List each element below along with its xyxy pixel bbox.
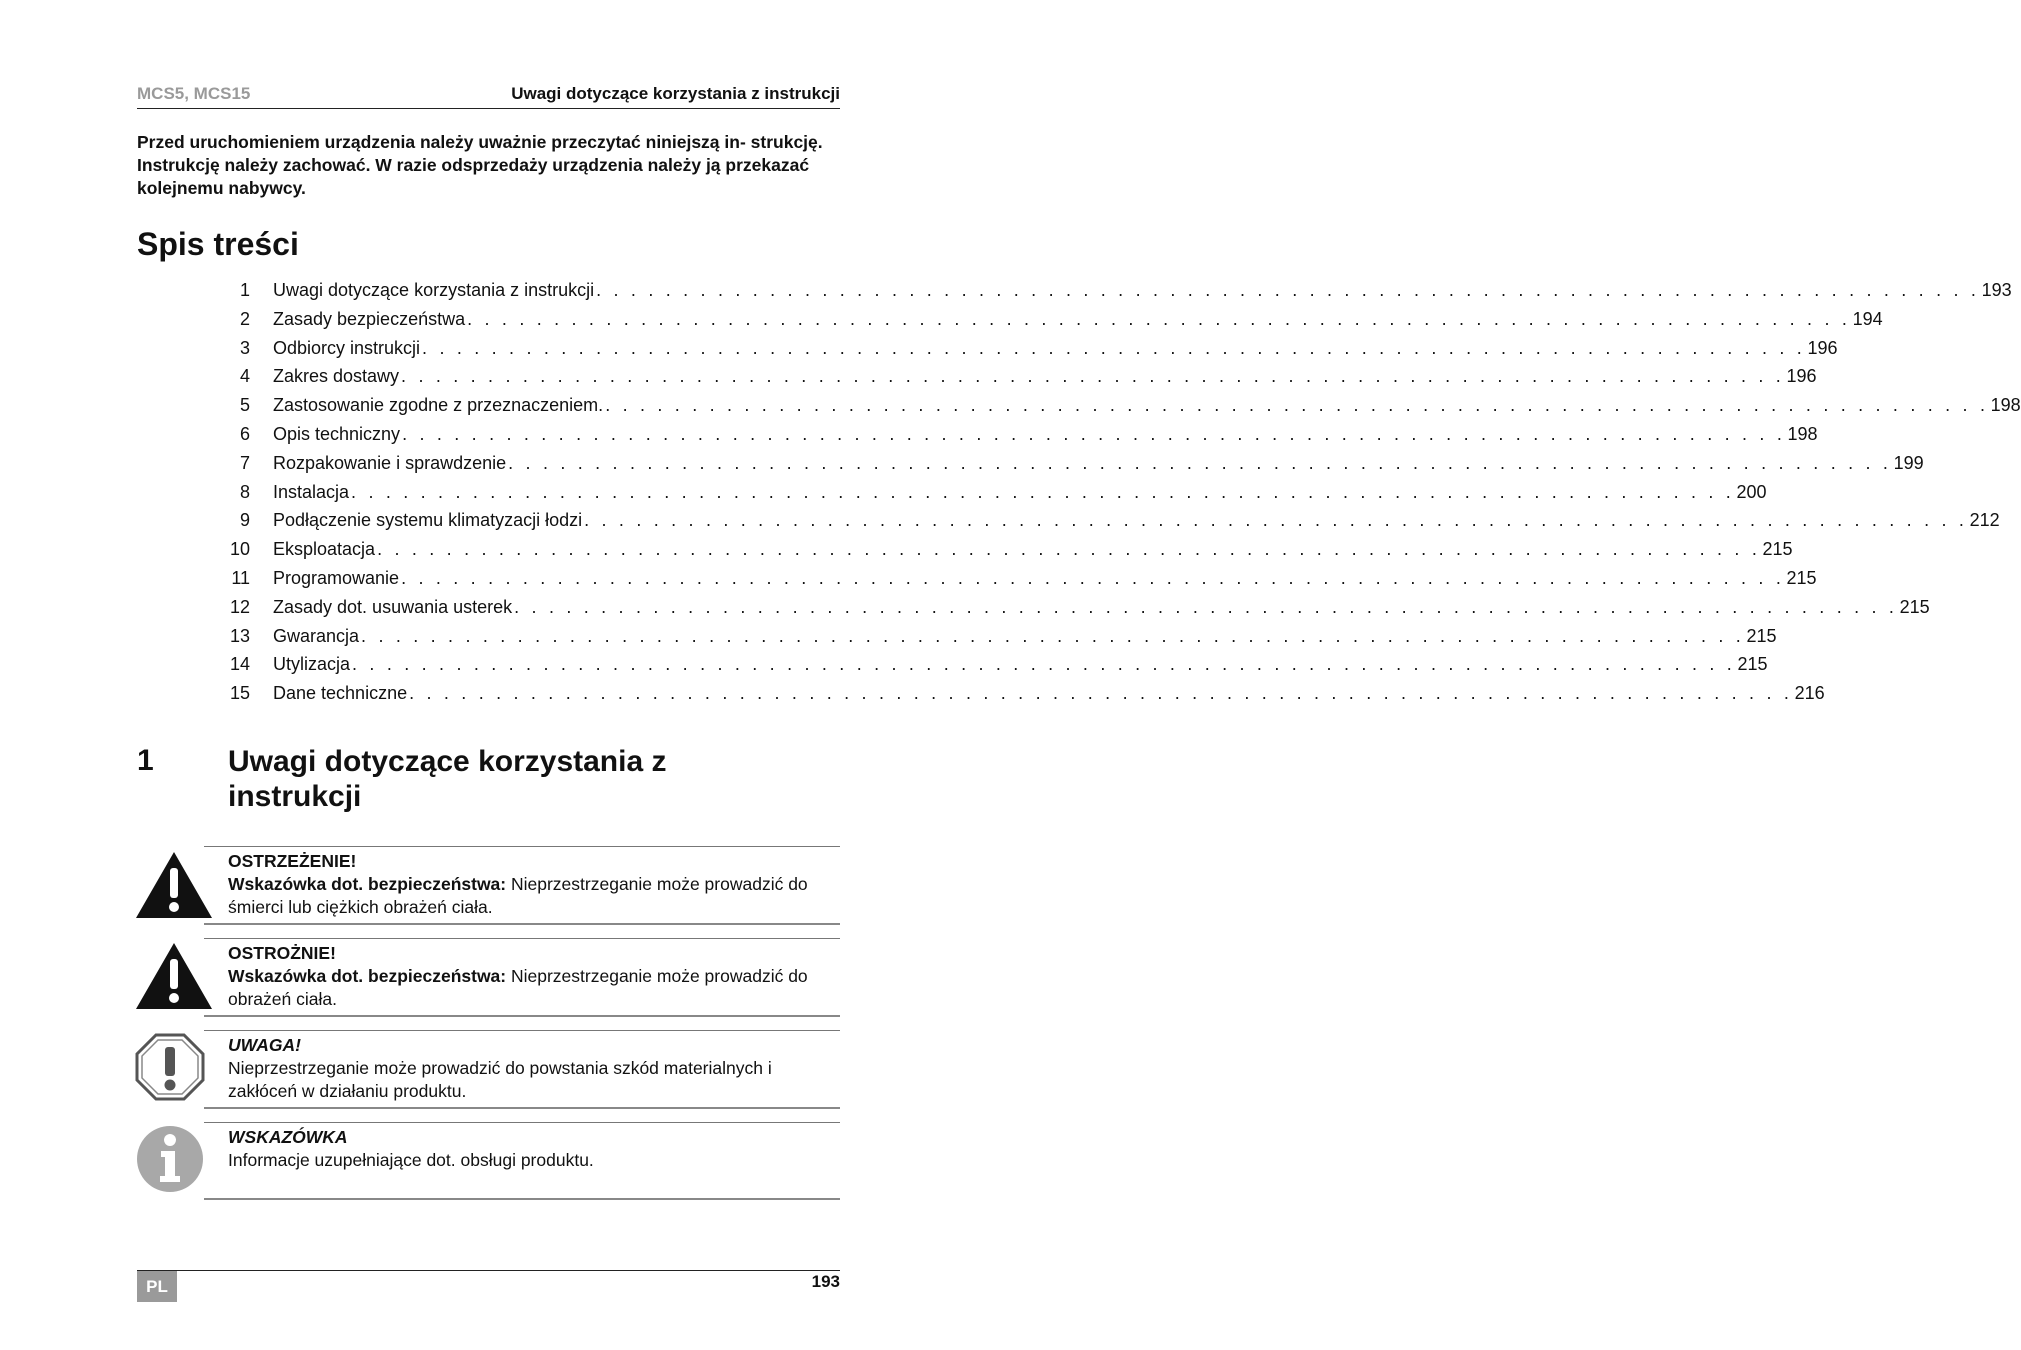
toc-entry	[228, 276, 2012, 305]
section-title: Uwagi dotyczące korzystania z instrukcji	[228, 745, 667, 813]
toc-entry-page: 200	[1736, 481, 1767, 502]
toc-entry-number: 7	[239, 452, 250, 473]
notice-note	[228, 1126, 840, 1172]
octagon-exclamation-icon	[135, 1033, 205, 1106]
toc-entry-page: 196	[1807, 337, 1838, 358]
warning-triangle-icon	[135, 851, 213, 924]
running-header-title: Uwagi dotyczące korzystania z instrukcji	[511, 84, 840, 103]
toc-entry-label: Odbiorcy instrukcji	[273, 337, 421, 358]
toc-dot-leader: . . . . . . . . . . . . . . . . . . . . . . . . . . . . . . . . . . . . . . . . . . . . . . . . . . . . . . . . . . . . . . . . . . . . . . . . . . . . . . . .	[467, 308, 1851, 329]
toc-entry-number: 15	[229, 683, 250, 704]
toc-entry-label: Zastosowanie zgodne z przeznaczeniem.	[273, 395, 604, 416]
language-badge: PL	[137, 1271, 177, 1302]
toc-entry-number: 11	[231, 567, 250, 588]
toc-entry-page: 215	[1786, 567, 1817, 588]
toc-dot-leader: . . . . . . . . . . . . . . . . . . . . . . . . . . . . . . . . . . . . . . . . . . . . . . . . . . . . . . . . . . . . . . . . . . . . . . . . . . . . . . . .	[596, 280, 1980, 300]
toc-dot-leader: . . . . . . . . . . . . . . . . . . . . . . . . . . . . . . . . . . . . . . . . . . . . . . . . . . . . . . . . . . . . . . . . . . . . . . . . . . . . . . . .	[401, 366, 1785, 387]
toc-entry-number: 4	[239, 366, 250, 387]
section-number: 1	[137, 744, 154, 777]
toc-dot-leader: . . . . . . . . . . . . . . . . . . . . . . . . . . . . . . . . . . . . . . . . . . . . . . . . . . . . . . . . . . . . . . . . . . . . . . . . . . . . . . . .	[514, 596, 1898, 617]
toc-entry-page: 198	[1990, 395, 2021, 416]
toc-dot-leader: . . . . . . . . . . . . . . . . . . . . . . . . . . . . . . . . . . . . . . . . . . . . . . . . . . . . . . . . . . . . . . . . . . . . . . . . . . . . . . . .	[352, 654, 1736, 675]
toc-entry	[228, 478, 1767, 507]
table-of-contents	[228, 276, 2021, 708]
toc-entry	[228, 362, 1817, 391]
notice-bold-lead: Wskazówka dot. bezpieczeństwa:	[228, 966, 507, 986]
notice-caution	[228, 942, 840, 1011]
toc-entry-number: 14	[229, 654, 250, 675]
toc-entry-page: 199	[1893, 452, 1924, 473]
toc-entry-number: 10	[229, 539, 250, 560]
toc-dot-leader: . . . . . . . . . . . . . . . . . . . . . . . . . . . . . . . . . . . . . . . . . . . . . . . . . . . . . . . . . . . . . . . . . . . . . . . . . . . . . . . .	[508, 452, 1892, 473]
toc-entry-label: Podłączenie systemu klimatyzacji łodzi	[273, 510, 583, 531]
warning-triangle-icon	[135, 942, 213, 1015]
notice-warning	[228, 850, 840, 919]
toc-entry-number: 12	[229, 596, 250, 617]
toc-entry	[228, 391, 2021, 420]
model-name: MCS5, MCS15	[137, 84, 251, 103]
toc-entry-label: Zasady dot. usuwania usterek	[273, 596, 513, 617]
toc-entry-page: 194	[1852, 308, 1883, 329]
toc-entry-label: Gwarancja	[273, 625, 360, 646]
toc-entry-label: Utylizacja	[273, 654, 351, 675]
toc-dot-leader: . . . . . . . . . . . . . . . . . . . . . . . . . . . . . . . . . . . . . . . . . . . . . . . . . . . . . . . . . . . . . . . . . . . . . . . . . . . . . . . .	[351, 481, 1735, 502]
notice-divider	[204, 846, 840, 847]
toc-entry	[228, 334, 1838, 363]
toc-entry-label: Zasady bezpieczeństwa	[273, 308, 466, 329]
toc-entry-number: 13	[229, 625, 250, 646]
page-number: 193	[811, 1272, 840, 1291]
notice-divider	[204, 1030, 840, 1031]
toc-entry-number: 6	[239, 423, 250, 444]
toc-entry	[228, 506, 2000, 535]
toc-entry	[228, 420, 1818, 449]
notice-text: Nieprzestrzeganie może prowadzić do obrażeń ciała.	[228, 966, 808, 1009]
toc-entry-page: 216	[1794, 683, 1825, 704]
toc-entry	[228, 449, 1924, 478]
toc-entry-number: 1	[239, 280, 250, 300]
toc-entry-label: Eksploatacja	[273, 539, 376, 560]
intro-paragraph: Przed uruchomieniem urządzenia należy uważnie przeczytać niniejszą in- strukcję. Instrukcję należy zachować. W razie odsprzedaży urządzenia należy ją przekazać kolejnemu nabywcy.	[137, 132, 823, 198]
toc-entry	[228, 622, 1777, 651]
toc-entry-label: Programowanie	[273, 567, 400, 588]
toc-dot-leader: . . . . . . . . . . . . . . . . . . . . . . . . . . . . . . . . . . . . . . . . . . . . . . . . . . . . . . . . . . . . . . . . . . . . . . . . . . . . . . . .	[422, 337, 1806, 358]
toc-entry	[228, 305, 1883, 334]
toc-entry	[228, 650, 1768, 679]
toc-dot-leader: . . . . . . . . . . . . . . . . . . . . . . . . . . . . . . . . . . . . . . . . . . . . . . . . . . . . . . . . . . . . . . . . . . . . . . . . . . . . . . . .	[377, 539, 1761, 560]
toc-entry-page: 198	[1787, 423, 1818, 444]
toc-entry-page: 215	[1899, 596, 1930, 617]
notice-label: UWAGA!	[228, 1035, 301, 1055]
toc-entry-label: Zakres dostawy	[273, 366, 400, 387]
toc-title: Spis treści	[137, 226, 299, 262]
notice-text: Nieprzestrzeganie może prowadzić do powstania szkód materialnych i zakłóceń w działaniu produktu.	[228, 1058, 772, 1101]
notice-attention	[228, 1034, 840, 1103]
toc-entry-number: 3	[239, 337, 250, 358]
toc-entry-label: Opis techniczny	[273, 423, 401, 444]
toc-entry	[228, 535, 1793, 564]
toc-entry-page: 212	[1969, 510, 2000, 531]
toc-dot-leader: . . . . . . . . . . . . . . . . . . . . . . . . . . . . . . . . . . . . . . . . . . . . . . . . . . . . . . . . . . . . . . . . . . . . . . . . . . . . . . . .	[402, 423, 1786, 444]
toc-dot-leader: . . . . . . . . . . . . . . . . . . . . . . . . . . . . . . . . . . . . . . . . . . . . . . . . . . . . . . . . . . . . . . . . . . . . . . . . . . . . . . . .	[409, 683, 1793, 704]
toc-entry-number: 8	[239, 481, 250, 502]
notice-label: WSKAZÓWKA	[228, 1127, 348, 1147]
toc-entry-number: 2	[239, 308, 250, 329]
notice-divider	[204, 1198, 840, 1200]
notice-divider	[204, 938, 840, 939]
toc-entry-label: Dane techniczne	[273, 683, 408, 704]
toc-entry	[228, 679, 1825, 708]
notice-bold-lead: Wskazówka dot. bezpieczeństwa:	[228, 874, 507, 894]
toc-dot-leader: . . . . . . . . . . . . . . . . . . . . . . . . . . . . . . . . . . . . . . . . . . . . . . . . . . . . . . . . . . . . . . . . . . . . . . . . . . . . . . . .	[584, 510, 1968, 531]
toc-entry-label: Rozpakowanie i sprawdzenie	[273, 452, 507, 473]
toc-dot-leader: . . . . . . . . . . . . . . . . . . . . . . . . . . . . . . . . . . . . . . . . . . . . . . . . . . . . . . . . . . . . . . . . . . . . . . . . . . . . . . . .	[361, 625, 1745, 646]
notice-label: OSTROŻNIE!	[228, 943, 336, 963]
toc-entry-page: 196	[1786, 366, 1817, 387]
notice-divider	[204, 923, 840, 925]
toc-entry	[228, 593, 1930, 622]
toc-dot-leader: . . . . . . . . . . . . . . . . . . . . . . . . . . . . . . . . . . . . . . . . . . . . . . . . . . . . . . . . . . . . . . . . . . . . . . . . . . . . . . . .	[401, 567, 1785, 588]
notice-divider	[204, 1015, 840, 1017]
toc-dot-leader: . . . . . . . . . . . . . . . . . . . . . . . . . . . . . . . . . . . . . . . . . . . . . . . . . . . . . . . . . . . . . . . . . . . . . . . . . . . . . . . .	[605, 395, 1989, 416]
header-divider	[137, 108, 840, 109]
toc-entry-number: 5	[239, 395, 250, 416]
info-circle-icon	[135, 1124, 205, 1199]
toc-entry-page: 193	[1981, 280, 2012, 300]
notice-divider	[204, 1107, 840, 1109]
notice-text: Informacje uzupełniające dot. obsługi produktu.	[228, 1150, 594, 1170]
notice-label: OSTRZEŻENIE!	[228, 851, 357, 871]
notice-divider	[204, 1122, 840, 1123]
toc-entry-page: 215	[1737, 654, 1768, 675]
toc-entry	[228, 564, 1817, 593]
toc-entry-label: Instalacja	[273, 481, 350, 502]
toc-entry-number: 9	[239, 510, 250, 531]
toc-entry-label: Uwagi dotyczące korzystania z instrukcji	[273, 280, 595, 300]
notice-text: Nieprzestrzeganie może prowadzić do śmierci lub ciężkich obrażeń ciała.	[228, 874, 808, 917]
toc-entry-page: 215	[1746, 625, 1777, 646]
toc-entry-page: 215	[1762, 539, 1793, 560]
footer-divider	[137, 1270, 840, 1271]
